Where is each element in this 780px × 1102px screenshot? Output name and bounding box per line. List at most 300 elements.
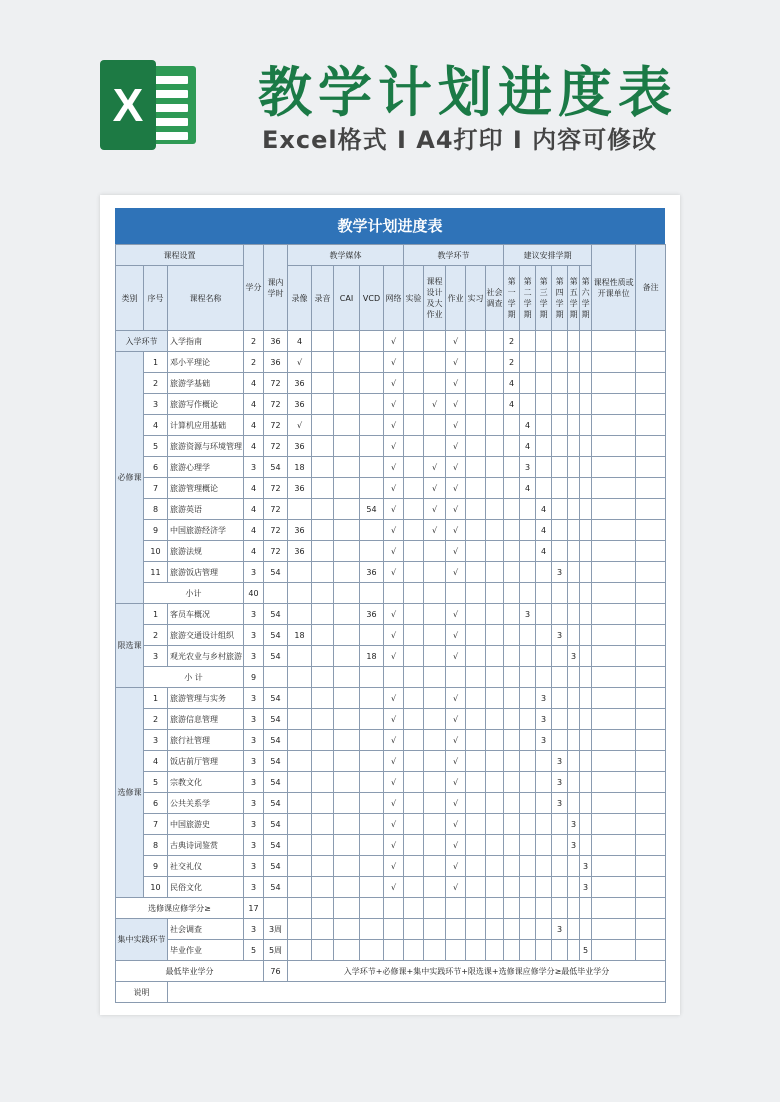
cell-design — [424, 751, 446, 772]
hdr-survey: 社会调查 — [486, 266, 504, 331]
cell-net: √ — [384, 730, 404, 751]
cell-audio — [312, 877, 334, 898]
cell-hours: 72 — [264, 499, 288, 520]
cell-s6: 3 — [580, 877, 592, 898]
cell-s1 — [504, 730, 520, 751]
cell-s3 — [536, 583, 552, 604]
cell-net: √ — [384, 394, 404, 415]
hdr-remark: 备注 — [636, 245, 666, 331]
cell-prac — [466, 457, 486, 478]
cell-s5 — [568, 436, 580, 457]
cell-s5 — [568, 394, 580, 415]
cell-rec — [288, 898, 312, 919]
cell-exp — [404, 352, 424, 373]
cell-nature — [592, 898, 636, 919]
cell-s4 — [552, 856, 568, 877]
cell-prac — [466, 751, 486, 772]
cell-vcd — [360, 814, 384, 835]
cell-vcd — [360, 919, 384, 940]
cell-rec: 36 — [288, 436, 312, 457]
cell-net: √ — [384, 772, 404, 793]
cell-cai — [334, 394, 360, 415]
subtotal-row — [116, 898, 666, 919]
cell-hours: 54 — [264, 751, 288, 772]
cell-s4 — [552, 667, 568, 688]
cell-s6 — [580, 457, 592, 478]
cell-s1 — [504, 835, 520, 856]
cell-net: √ — [384, 520, 404, 541]
cell-net: √ — [384, 499, 404, 520]
cell-hours: 72 — [264, 541, 288, 562]
cell-rec: 36 — [288, 541, 312, 562]
cell-hw: √ — [446, 520, 466, 541]
table-row — [116, 919, 666, 940]
cell-vcd — [360, 730, 384, 751]
cell-s6 — [580, 583, 592, 604]
cell-s3 — [536, 772, 552, 793]
cell-s6 — [580, 709, 592, 730]
cell-s2 — [520, 625, 536, 646]
cell-prac — [466, 898, 486, 919]
cell-s2 — [520, 541, 536, 562]
hdr-vcd: VCD — [360, 266, 384, 331]
cell-s3 — [536, 373, 552, 394]
cell-seq: 8 — [144, 499, 168, 520]
cell-rec — [288, 646, 312, 667]
cell-remark — [636, 562, 666, 583]
cell-credit: 3 — [244, 814, 264, 835]
cell-remark — [636, 898, 666, 919]
cell-course-name: 旅游心理学 — [168, 457, 244, 478]
cell-s2: 3 — [520, 604, 536, 625]
cell-s2 — [520, 583, 536, 604]
cell-survey — [486, 730, 504, 751]
cell-hw: √ — [446, 835, 466, 856]
cell-rec — [288, 793, 312, 814]
cell-s3 — [536, 751, 552, 772]
hdr-design: 课程设计及大作业 — [424, 266, 446, 331]
cell-nature — [592, 709, 636, 730]
cell-cai — [334, 772, 360, 793]
cell-survey — [486, 436, 504, 457]
cell-hours: 54 — [264, 688, 288, 709]
cell-survey — [486, 352, 504, 373]
cell-prac — [466, 772, 486, 793]
cell-s5 — [568, 667, 580, 688]
cell-net: √ — [384, 646, 404, 667]
cell-s3 — [536, 856, 552, 877]
cell-s6 — [580, 814, 592, 835]
cell-course-name: 旅游信息管理 — [168, 709, 244, 730]
cell-vcd — [360, 772, 384, 793]
cell-nature — [592, 583, 636, 604]
hdr-course-name: 课程名称 — [168, 266, 244, 331]
cell-seq: 1 — [144, 352, 168, 373]
cell-remark — [636, 793, 666, 814]
cell-s1: 4 — [504, 373, 520, 394]
cell-exp — [404, 604, 424, 625]
cell-net — [384, 940, 404, 961]
cell-nature — [592, 940, 636, 961]
cell-cai — [334, 583, 360, 604]
cell-vcd — [360, 940, 384, 961]
cell-hours: 72 — [264, 520, 288, 541]
cell-cai — [334, 646, 360, 667]
cell-survey — [486, 394, 504, 415]
cell-s6 — [580, 625, 592, 646]
cell-s4 — [552, 730, 568, 751]
cell-net: √ — [384, 331, 404, 352]
cell-s5 — [568, 520, 580, 541]
cell-net — [384, 898, 404, 919]
cell-hours: 72 — [264, 436, 288, 457]
cell-prac — [466, 730, 486, 751]
cell-hours: 54 — [264, 709, 288, 730]
cell-survey — [486, 940, 504, 961]
cell-s4 — [552, 583, 568, 604]
cell-nature — [592, 373, 636, 394]
cell-prac — [466, 499, 486, 520]
cell-remark — [636, 730, 666, 751]
cell-hw — [446, 667, 466, 688]
cell-nature — [592, 793, 636, 814]
cell-design — [424, 793, 446, 814]
cell-hw: √ — [446, 772, 466, 793]
cell-audio — [312, 331, 334, 352]
cell-s2 — [520, 688, 536, 709]
cell-hw: √ — [446, 436, 466, 457]
cell-course-name: 旅游管理概论 — [168, 478, 244, 499]
cell-rec — [288, 583, 312, 604]
cell-audio — [312, 772, 334, 793]
cell-rec — [288, 856, 312, 877]
cell-nature — [592, 478, 636, 499]
cell-hw: √ — [446, 877, 466, 898]
cell-remark — [636, 919, 666, 940]
cell-hours: 54 — [264, 793, 288, 814]
cell-s5: 3 — [568, 835, 580, 856]
cell-rec — [288, 604, 312, 625]
cell-vcd — [360, 331, 384, 352]
explain-row — [116, 982, 666, 1003]
cell-s5 — [568, 772, 580, 793]
subtotal-row — [116, 667, 666, 688]
cell-nature — [592, 415, 636, 436]
cell-design — [424, 730, 446, 751]
cat-practice: 集中实践环节 — [116, 919, 168, 961]
cell-remark — [636, 457, 666, 478]
cell-hw: √ — [446, 709, 466, 730]
cell-audio — [312, 625, 334, 646]
banner-subtitle: Excel格式 I A4打印 I 内容可修改 — [262, 126, 658, 154]
cell-s4 — [552, 457, 568, 478]
cell-s2: 3 — [520, 457, 536, 478]
excel-letter: X — [100, 60, 156, 150]
cell-prac — [466, 793, 486, 814]
cell-course-name: 旅游学基础 — [168, 373, 244, 394]
cell-cai — [334, 688, 360, 709]
cell-rec: 18 — [288, 457, 312, 478]
cell-survey — [486, 457, 504, 478]
cell-hours: 54 — [264, 457, 288, 478]
cell-credit: 3 — [244, 562, 264, 583]
cell-seq: 7 — [144, 814, 168, 835]
cell-cai — [334, 541, 360, 562]
cell-s6 — [580, 394, 592, 415]
cell-remark — [636, 583, 666, 604]
hdr-media: 教学媒体 — [288, 245, 404, 266]
cell-s3: 4 — [536, 499, 552, 520]
cell-vcd — [360, 478, 384, 499]
cell-remark — [636, 877, 666, 898]
hdr-course-setup: 课程设置 — [116, 245, 244, 266]
cell-design — [424, 562, 446, 583]
cell-min-credit-formula: 入学环节+必修课+集中实践环节+限选课+选修课应修学分≥最低毕业学分 — [288, 961, 666, 982]
cell-s1 — [504, 541, 520, 562]
cell-survey — [486, 604, 504, 625]
cell-s3 — [536, 940, 552, 961]
cell-hours: 5周 — [264, 940, 288, 961]
cell-s1 — [504, 583, 520, 604]
cell-cai — [334, 604, 360, 625]
cell-prac — [466, 520, 486, 541]
cell-subtotal-credit: 9 — [244, 667, 264, 688]
cell-remark — [636, 709, 666, 730]
cell-exp — [404, 331, 424, 352]
cell-s4 — [552, 604, 568, 625]
cell-cai — [334, 373, 360, 394]
cell-credit: 3 — [244, 772, 264, 793]
cell-s5 — [568, 793, 580, 814]
cell-remark — [636, 394, 666, 415]
cell-vcd — [360, 667, 384, 688]
cell-hw: √ — [446, 688, 466, 709]
cell-rec: 36 — [288, 520, 312, 541]
cell-credit: 3 — [244, 730, 264, 751]
cell-credit: 4 — [244, 541, 264, 562]
cell-credit: 4 — [244, 373, 264, 394]
hdr-hours: 课内学时 — [264, 245, 288, 331]
cell-audio — [312, 940, 334, 961]
cell-design — [424, 688, 446, 709]
cell-exp — [404, 772, 424, 793]
cell-design — [424, 856, 446, 877]
cell-design — [424, 709, 446, 730]
cell-exp — [404, 457, 424, 478]
cell-s1 — [504, 562, 520, 583]
cell-hw: √ — [446, 730, 466, 751]
cell-s4 — [552, 478, 568, 499]
cell-seq: 3 — [144, 730, 168, 751]
plan-table — [115, 244, 666, 1003]
table-row — [116, 625, 666, 646]
cell-s1 — [504, 751, 520, 772]
cat-limited: 限选课 — [116, 604, 144, 688]
cell-seq: 9 — [144, 520, 168, 541]
cell-cai — [334, 751, 360, 772]
cell-hours — [264, 898, 288, 919]
cell-s5 — [568, 898, 580, 919]
cell-credit: 3 — [244, 688, 264, 709]
cell-s6 — [580, 898, 592, 919]
cell-s6 — [580, 667, 592, 688]
cell-cai — [334, 835, 360, 856]
cell-s2 — [520, 709, 536, 730]
cell-s3: 4 — [536, 520, 552, 541]
cell-s4 — [552, 541, 568, 562]
cell-course-name: 旅游饭店管理 — [168, 562, 244, 583]
cell-s1 — [504, 478, 520, 499]
cell-audio — [312, 751, 334, 772]
cell-cai — [334, 352, 360, 373]
cell-vcd — [360, 688, 384, 709]
cell-course-name: 社会调查 — [168, 919, 244, 940]
hdr-cai: CAI — [334, 266, 360, 331]
cell-hw — [446, 583, 466, 604]
cell-audio — [312, 541, 334, 562]
cell-exp — [404, 436, 424, 457]
cell-s4 — [552, 331, 568, 352]
hdr-recording: 录像 — [288, 266, 312, 331]
cell-cai — [334, 520, 360, 541]
cell-exp — [404, 562, 424, 583]
cell-remark — [636, 541, 666, 562]
cell-s1: 2 — [504, 352, 520, 373]
cell-s6 — [580, 772, 592, 793]
table-row — [116, 730, 666, 751]
cell-s6: 3 — [580, 856, 592, 877]
cell-remark — [636, 604, 666, 625]
cell-s2 — [520, 520, 536, 541]
cell-s6 — [580, 352, 592, 373]
hdr-s1: 第一学期 — [504, 266, 520, 331]
hdr-s2: 第二学期 — [520, 266, 536, 331]
cell-s2 — [520, 667, 536, 688]
cell-nature — [592, 856, 636, 877]
cell-design — [424, 898, 446, 919]
cell-min-credit-value: 76 — [264, 961, 288, 982]
cell-credit: 3 — [244, 646, 264, 667]
cell-s3: 3 — [536, 730, 552, 751]
cell-s5 — [568, 583, 580, 604]
cell-s3: 4 — [536, 541, 552, 562]
cell-credit: 3 — [244, 793, 264, 814]
cell-remark — [636, 478, 666, 499]
cell-survey — [486, 856, 504, 877]
cell-prac — [466, 856, 486, 877]
cell-audio — [312, 835, 334, 856]
cell-s2: 4 — [520, 415, 536, 436]
cell-nature — [592, 751, 636, 772]
cell-exp — [404, 583, 424, 604]
cell-vcd — [360, 583, 384, 604]
cell-vcd — [360, 394, 384, 415]
cell-course-name: 饭店前厅管理 — [168, 751, 244, 772]
cell-cai — [334, 499, 360, 520]
cell-s3 — [536, 436, 552, 457]
cell-hw: √ — [446, 415, 466, 436]
cell-rec — [288, 688, 312, 709]
cell-s6: 5 — [580, 940, 592, 961]
cell-net: √ — [384, 709, 404, 730]
cell-s2 — [520, 562, 536, 583]
cell-rec — [288, 877, 312, 898]
hdr-practice: 实习 — [466, 266, 486, 331]
cell-s6 — [580, 499, 592, 520]
cell-nature — [592, 688, 636, 709]
cell-hw: √ — [446, 331, 466, 352]
cell-nature — [592, 436, 636, 457]
banner — [0, 0, 780, 200]
cell-cai — [334, 478, 360, 499]
hdr-teaching: 教学环节 — [404, 245, 504, 266]
table-row — [116, 814, 666, 835]
cell-remark — [636, 415, 666, 436]
cell-audio — [312, 856, 334, 877]
cell-vcd — [360, 436, 384, 457]
cell-s1 — [504, 646, 520, 667]
cell-net: √ — [384, 604, 404, 625]
table-row — [116, 541, 666, 562]
cell-s4 — [552, 394, 568, 415]
table-row — [116, 604, 666, 625]
cell-min-credit-label: 最低毕业学分 — [116, 961, 264, 982]
cell-s3 — [536, 478, 552, 499]
cell-s3 — [536, 352, 552, 373]
cell-s3 — [536, 919, 552, 940]
cell-credit: 4 — [244, 394, 264, 415]
table-row — [116, 562, 666, 583]
cell-hours: 72 — [264, 415, 288, 436]
cell-hours: 54 — [264, 646, 288, 667]
cell-design — [424, 604, 446, 625]
cell-s4: 3 — [552, 751, 568, 772]
cat-required: 必修课 — [116, 352, 144, 604]
cell-rec — [288, 835, 312, 856]
cell-design — [424, 940, 446, 961]
cell-audio — [312, 373, 334, 394]
cell-prac — [466, 583, 486, 604]
cell-course-name: 宗教文化 — [168, 772, 244, 793]
cell-design — [424, 436, 446, 457]
cell-exp — [404, 541, 424, 562]
cell-s1 — [504, 415, 520, 436]
cell-hours: 54 — [264, 730, 288, 751]
cell-s5 — [568, 604, 580, 625]
cell-s4: 3 — [552, 562, 568, 583]
cell-net: √ — [384, 478, 404, 499]
cell-cai — [334, 793, 360, 814]
cell-course-name: 毕业作业 — [168, 940, 244, 961]
cell-cai — [334, 415, 360, 436]
cell-nature — [592, 394, 636, 415]
cell-cai — [334, 436, 360, 457]
cell-credit: 2 — [244, 352, 264, 373]
cell-prac — [466, 604, 486, 625]
cell-audio — [312, 814, 334, 835]
table-row — [116, 436, 666, 457]
cell-prac — [466, 814, 486, 835]
cell-hours — [264, 583, 288, 604]
cell-design: √ — [424, 478, 446, 499]
cell-exp — [404, 730, 424, 751]
cell-s5 — [568, 373, 580, 394]
cell-subtotal-label: 选修课应修学分≥ — [116, 898, 244, 919]
cell-exp — [404, 940, 424, 961]
cell-hours: 36 — [264, 331, 288, 352]
table-row — [116, 331, 666, 352]
cell-design — [424, 352, 446, 373]
